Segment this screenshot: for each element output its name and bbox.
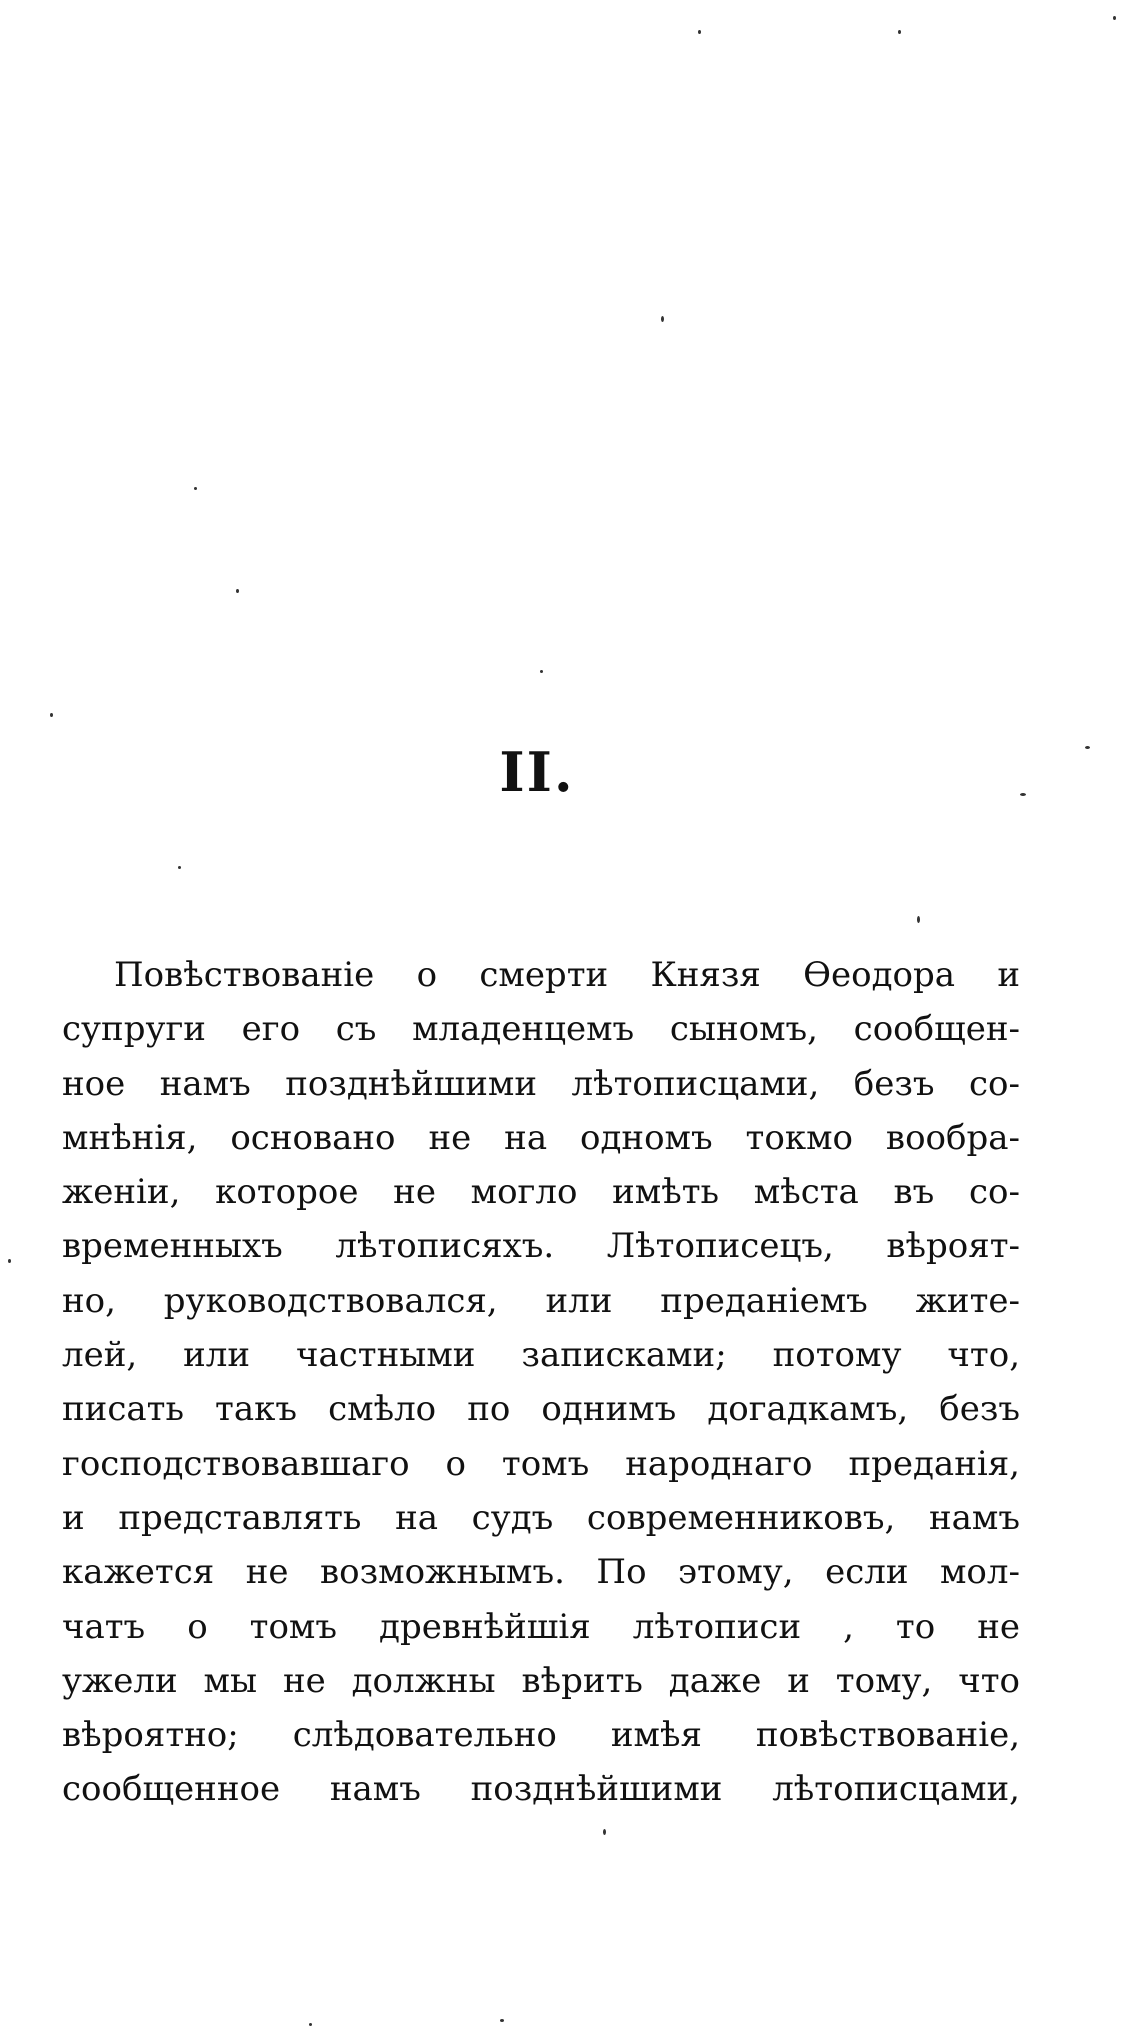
scan-speck [1020, 793, 1026, 796]
text-line: сообщенное намъ позднѣйшими лѣтописцами, [62, 1769, 1020, 1810]
scan-speck [50, 713, 53, 717]
scan-speck [603, 1829, 606, 1835]
scan-speck [309, 2023, 312, 2026]
text-line: ужели мы не должны вѣрить даже и тому, что [62, 1660, 1020, 1701]
scan-speck [661, 316, 664, 322]
scan-speck [540, 670, 543, 673]
body-paragraph [62, 948, 1020, 1817]
text-line: супруги его съ младенцемъ сыномъ, сообщен- [62, 1009, 1020, 1050]
text-line: господствовавшаго о томъ народнаго преданія, [62, 1443, 1020, 1484]
text-line: лей, или частными записками; потому что, [62, 1335, 1020, 1376]
scan-speck [8, 1259, 11, 1263]
scan-speck [898, 30, 901, 34]
scan-speck [194, 487, 197, 490]
text-line: но, руководствовался, или преданіемъ жите- [62, 1280, 1020, 1321]
scan-speck [178, 866, 181, 869]
scan-speck [1113, 16, 1116, 20]
text-line: кажется не возможнымъ. По этому, если мол- [62, 1552, 1020, 1593]
text-line: и представлять на судъ современниковъ, намъ [62, 1497, 1020, 1538]
text-line: чатъ о томъ древнѣйшія лѣтописи , то не [62, 1606, 1020, 1647]
scan-speck [698, 30, 701, 34]
text-line: Повѣствованіе о смерти Князя Ѳеодора и [114, 955, 1020, 995]
chapter-heading: II. [499, 740, 575, 804]
text-line: временныхъ лѣтописяхъ. Лѣтописецъ, вѣроят- [62, 1226, 1020, 1267]
text-line: писать такъ смѣло по однимъ догадкамъ, безъ [62, 1389, 1020, 1430]
scan-speck [917, 916, 920, 923]
scan-speck [500, 2019, 504, 2022]
text-line: вѣроятно; слѣдовательно имѣя повѣствованіе, [62, 1715, 1020, 1756]
scan-speck [1085, 746, 1090, 749]
text-line: женіи, которое не могло имѣть мѣста въ со- [62, 1172, 1020, 1213]
text-line: ное намъ позднѣйшими лѣтописцами, безъ со- [62, 1063, 1020, 1104]
scan-speck [236, 589, 239, 593]
text-line: мнѣнія, основано не на одномъ токмо вообра- [62, 1117, 1020, 1158]
